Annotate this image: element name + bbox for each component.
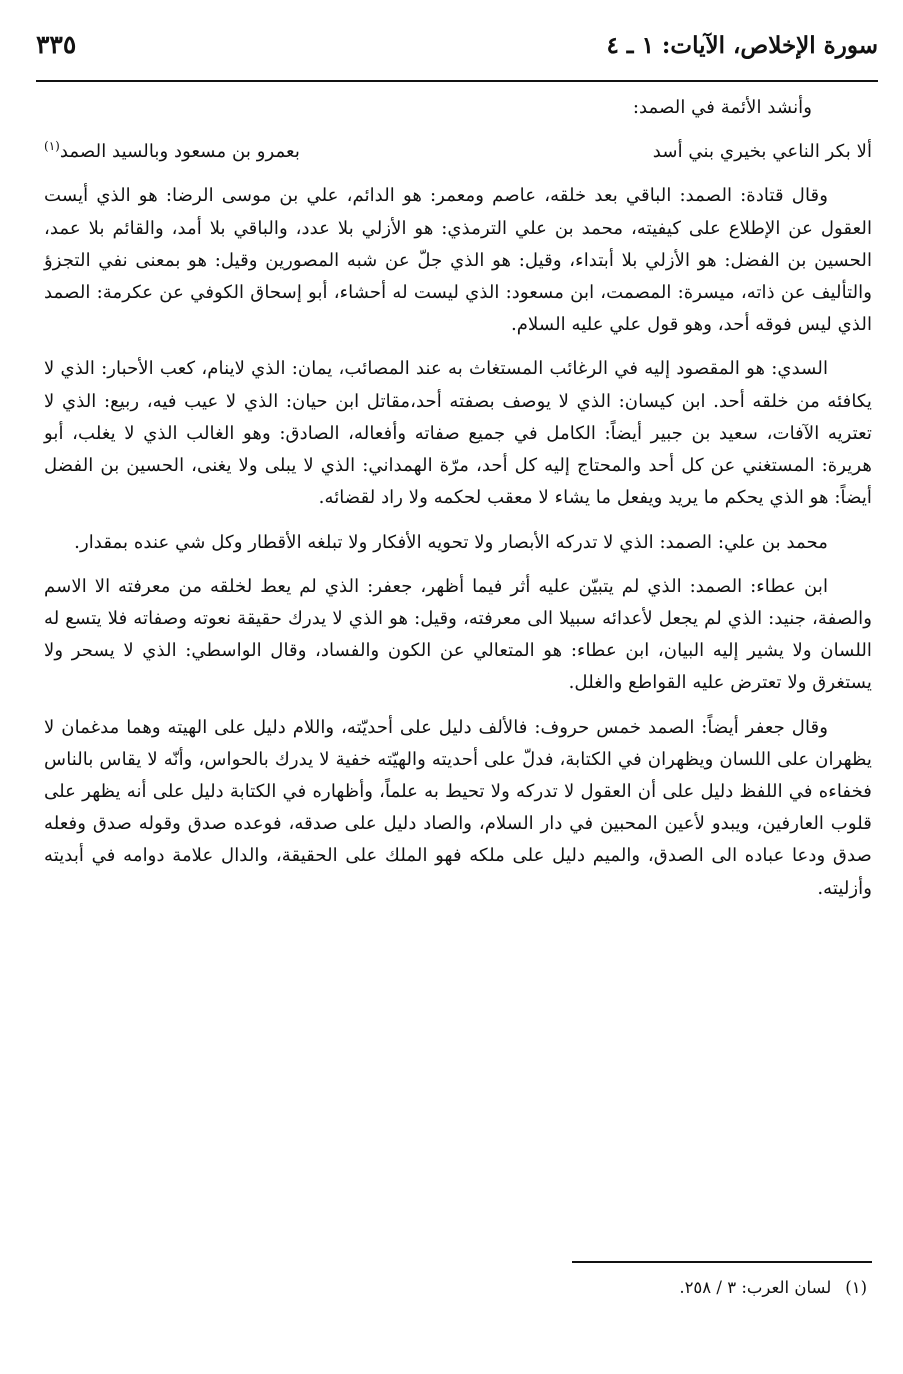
running-header: [36, 28, 878, 82]
surah-title: سورة الإخلاص، الآيات: ١ ـ ٤: [606, 32, 878, 59]
paragraph-qatada: وقال قتادة: الصمد: الباقي بعد خلقه، عاصم ومعمر: هو الدائم، علي بن موسى الرضا: هو الذي أيست العقول عن الإطلاع على كيفيته، محمد بن علي الترمذي: هو الأزلي بلا عدد، والباقي بلا أمد، والقائم بلا عمد، الحسين بن الفضل: هو الأزلي بلا أبتداء، وقيل: هو الذي جلّ عن شبه المصورين وقيل: هو بمعنى نفي التجزؤ والتأليف عن ذاته، ميسرة: المصمت، ابن مسعود: الذي ليست له أحشاء، أبو إسحاق الكوفي عن عكرمة: الصمد الذي ليس فوقه أحد، وهو قول علي عليه السلام.: [44, 185, 872, 336]
footnote-divider: [572, 1261, 872, 1263]
paragraph-muhammad-bin-ali: محمد بن علي: الصمد: الذي لا تدركه الأبصار ولا تحويه الأفكار ولا تبلغه الأقطار وكل شي عنده بمقدار.: [74, 531, 828, 553]
paragraph-jafar-letters: وقال جعفر أيضاً: الصمد خمس حروف: فالألف دليل على أحديّته، واللام دليل على الهيته وهما مدغمان لا يظهران على اللسان ويظهران في الكتابة، فدلّ على أحديته والهيّته خفية لا يدرك بالحواس، وأنّه لا يقاس بالناس فخفاءه في اللفظ دليل على أن العقول لا تدركه ولا تحيط به علماً، وأظهاره في الكتابة دليل على أنه يظهر على قلوب العارفين، ويبدو لأعين المحبين في دار السلام، والصاد دليل على صدقه، فوعده صدق وقوله صدق وفعله صدق ودعا عباده الى الصدق، والميم دليل على ملكه فهو الملك على الحقيقة، والدال علامة دوامه في أبديته وأزليته.: [44, 716, 872, 899]
footnote-number: (١): [845, 1278, 867, 1297]
main-text: [44, 92, 872, 917]
poetry-verse: [44, 130, 872, 168]
footnote-text: لسان العرب: ٣ / ٢٥٨.: [679, 1278, 832, 1297]
intro-line: وأنشد الأئمة في الصمد:: [632, 97, 812, 118]
verse-first-half: ألا بكر الناعي بخيري بني أسد: [652, 141, 872, 163]
paragraph-suddi: السدي: هو المقصود إليه في الرغائب المستغاث به عند المصائب، يمان: الذي لاينام، كعب الأحبار: الذي لا يكافئه من خلقه أحد. ابن كيسان: الذي لا يوصف بصفته أحد،مقاتل ابن حيان: الذي لا عيب فيه، ربيع: الذي لا تعتريه الآفات، سعيد بن جبير أيضاً: الكامل في جميع صفاته وأفعاله، الصادق: وهو الغالب الذي لا يغلب، أبو هريرة: المستغني عن كل أحد والمحتاج إليه كل أحد، مرّة الهمداني: الذي لا يبلى ولا يغنى، الحسين بن الفضل أيضاً: هو الذي يحكم ما يريد ويفعل ما يشاء لا معقب لحكمه ولا راد لقضائه.: [44, 358, 872, 509]
verse-second-half: [44, 130, 300, 168]
paragraph-ibn-ata: ابن عطاء: الصمد: الذي لم يتبيّن عليه أثر فيما أظهر، جعفر: الذي لم يعط لخلقه من معرفته الا الاسم والصفة، جنيد: الذي لم يجعل لأعدائه سبيلا الى معرفته، وقيل: هو الذي لا يدرك حقيقة نعوته وصفاته فلا يتسع له اللسان ولا يشير إليه البيان، ابن عطاء: هو المتعالي عن الكون والفساد، وقال الواسطي: الذي لا يسحر ولا يستغرق ولا تعترض عليه القواطع والغلل.: [44, 575, 872, 694]
verse-second-half-text: بعمرو بن مسعود وبالسيد الصمد: [59, 141, 300, 163]
verse-footnote-marker: (١): [44, 139, 60, 154]
page-number: ٣٣٥: [36, 30, 77, 59]
footnote: [267, 1274, 867, 1302]
header-divider: [36, 80, 878, 82]
